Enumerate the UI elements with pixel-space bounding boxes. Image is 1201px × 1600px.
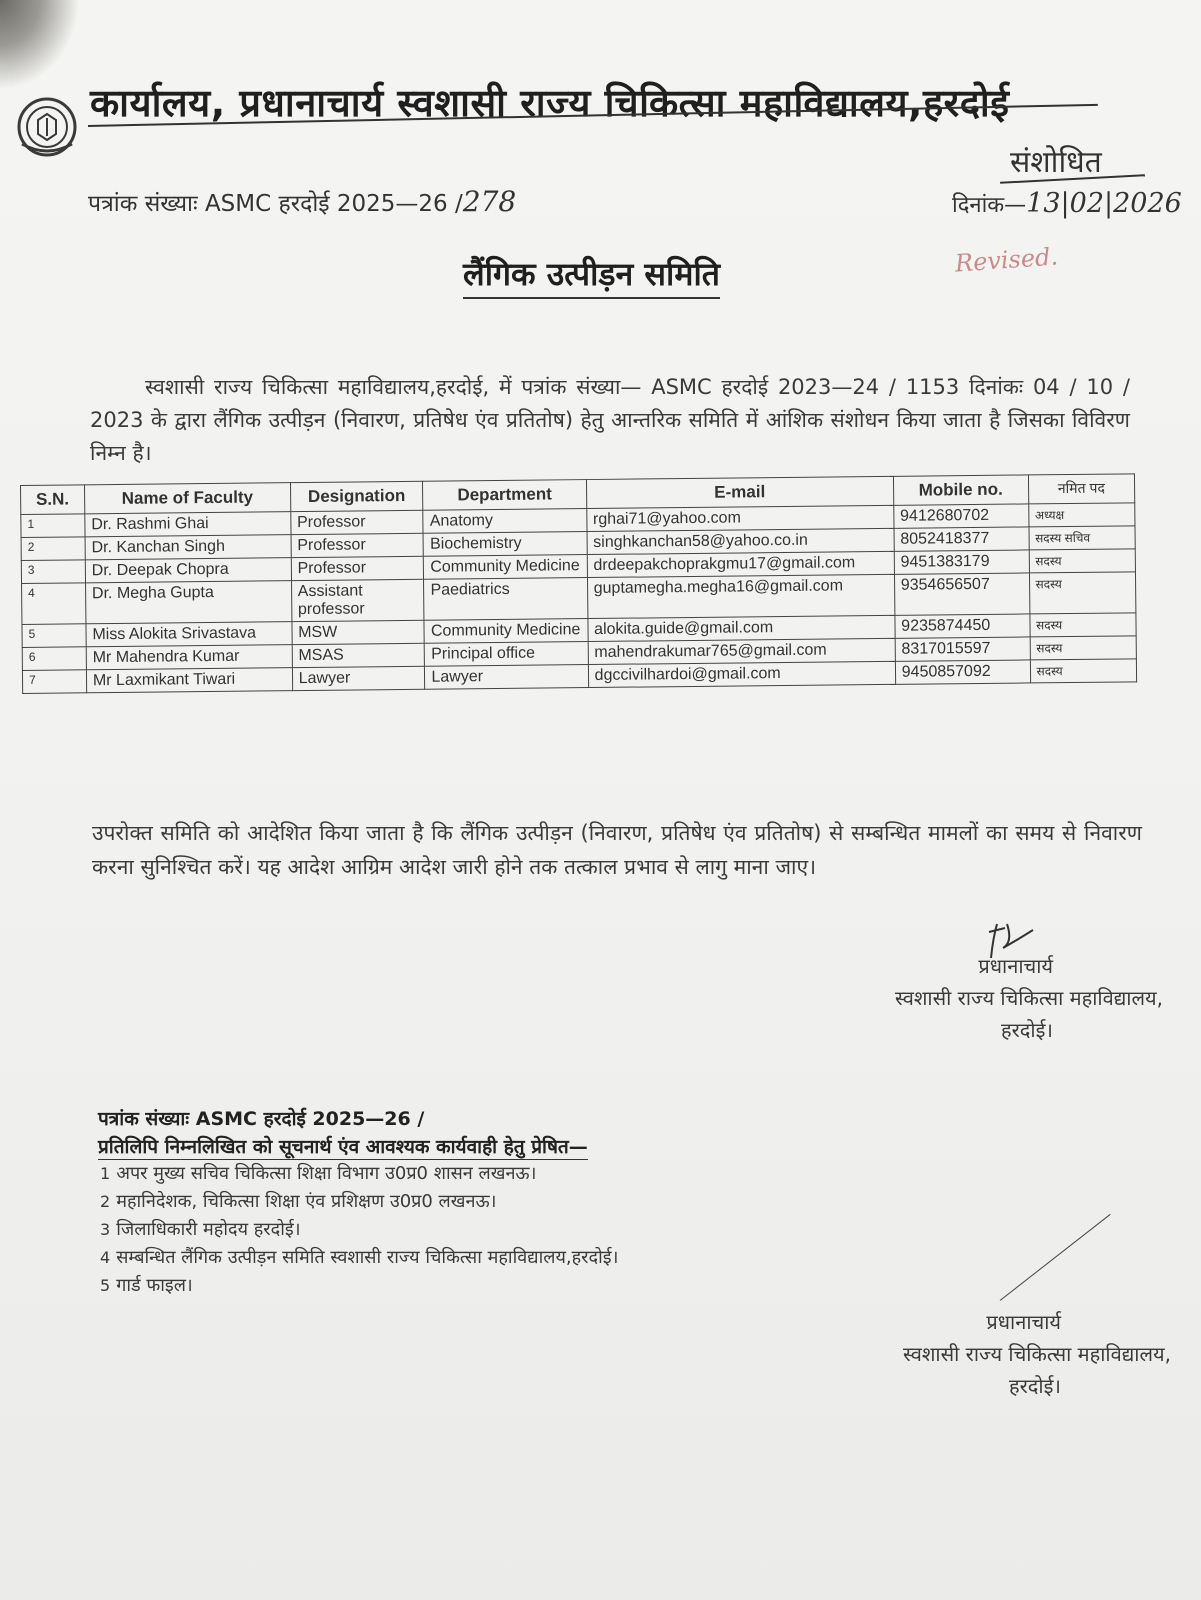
cell-department: Community Medicine [424,555,587,580]
second-signature-block [903,1306,1171,1402]
cell-email: mahendrakumar765@gmail.com [588,638,895,664]
cell-department: Lawyer [425,665,588,690]
cell-name: Dr. Deepak Chopra [85,558,291,583]
document-title: लैंगिक उत्पीड़न समिति [463,252,720,299]
pen-stroke-mark [1000,1214,1111,1301]
signatory-college: स्वशासी राज्य चिकित्सा महाविद्यालय, [902,1342,1171,1366]
cell-post: सदस्य [1029,613,1136,637]
cell-email: dgccivilhardoi@gmail.com [588,661,895,687]
cell-designation: Assistant professor [291,579,424,621]
cell-name: Mr Mahendra Kumar [86,645,292,670]
cell-sn: 4 [22,583,86,625]
cell-post: अध्यक्ष [1028,503,1135,527]
cell-post: सदस्य सचिव [1029,526,1136,550]
cell-email: alokita.guide@gmail.com [588,615,895,641]
page-corner-shadow [0,0,80,90]
cell-post: सदस्य [1030,659,1137,683]
cell-name: Miss Alokita Srivastava [86,622,292,647]
signatory-title: प्रधानाचार्य [978,954,1053,978]
cell-post: सदस्य [1029,549,1136,573]
list-item: 5 गार्ड फाइल। [100,1275,193,1296]
copy-heading: प्रतिलिपि निम्नलिखित को सूचनार्थ एंव आवश्यक कार्यवाही हेतु प्रेषित— [98,1133,588,1160]
signatory-title: प्रधानाचार्य [986,1310,1061,1334]
cell-name: Dr. Kanchan Singh [85,535,291,560]
reference-line [88,185,516,218]
cell-name: Dr. Megha Gupta [85,581,291,624]
date-label: दिनांक— [952,193,1027,218]
cell-department: Paediatrics [424,578,588,621]
college-seal-icon [16,96,78,158]
header-mobile: Mobile no. [893,475,1028,505]
committee-table [20,473,1137,694]
list-item: 2 महानिदेशक, चिकित्सा शिक्षा एंव प्रशिक्षण उ0प्र0 लखनऊ। [100,1191,497,1212]
date-value: 13|02|2026 [1026,188,1182,219]
cell-department: Anatomy [423,509,586,534]
cell-sn: 1 [21,514,85,538]
reference-number: 278 [462,185,517,218]
copy-reference-line: पत्रांक संख्याः ASMC हरदोई 2025—26 / [98,1108,425,1130]
cell-mobile: 9450857092 [895,660,1030,684]
cell-sn: 6 [22,647,86,671]
header-email: E-mail [586,476,893,508]
copy-recipient-list [100,1160,618,1300]
cell-designation: Professor [290,510,423,534]
list-item: 1 अपर मुख्य सचिव चिकित्सा शिक्षा विभाग उ0प्र0 शासन लखनऊ। [100,1163,537,1184]
reference-label: पत्रांक संख्याः ASMC हरदोई 2025—26 / [88,191,463,217]
cell-mobile: 9412680702 [893,504,1028,528]
office-header-title: कार्यालय, प्रधानाचार्य स्वशासी राज्य चिकित्सा महाविद्यालय,हरदोई [90,81,1010,125]
cell-sn: 7 [22,670,86,694]
cell-email: guptamegha.megha16@gmail.com [587,574,895,618]
cell-mobile: 9451383179 [894,550,1029,574]
cell-mobile: 8052418377 [894,527,1029,551]
cell-mobile: 8317015597 [895,637,1030,661]
revised-handwritten-english: Revised. [954,242,1059,278]
cell-email: drdeepakchoprakgmu17@gmail.com [587,551,894,577]
cell-designation: Professor [291,556,424,580]
header-designation: Designation [290,481,423,511]
cell-designation: Lawyer [292,666,425,690]
signature-block [895,950,1163,1046]
revised-handwritten-hindi: संशोधित [1010,145,1102,180]
cell-name: Dr. Rashmi Ghai [85,512,291,537]
cell-sn: 5 [22,624,86,648]
header-name: Name of Faculty [84,483,290,514]
cell-post: सदस्य [1029,572,1136,614]
cell-mobile: 9354656507 [894,573,1029,615]
cell-name: Mr Laxmikant Tiwari [86,668,292,693]
cell-designation: MSAS [292,643,425,667]
cell-department: Biochemistry [423,532,586,557]
list-item: 3 जिलाधिकारी महोदय हरदोई। [100,1219,301,1240]
cell-mobile: 9235874450 [895,614,1030,638]
header-sn: S.N. [21,485,85,515]
header-post: नमित पद [1028,474,1135,504]
cell-sn: 2 [21,537,85,561]
header-department: Department [423,480,586,511]
cell-department: Community Medicine [424,619,587,644]
signatory-city: हरदोई। [1009,1374,1061,1398]
cell-designation: Professor [291,533,424,557]
intro-paragraph: स्वशासी राज्य चिकित्सा महाविद्यालय,हरदोई, में पत्रांक संख्या— ASMC हरदोई 2023—24 / 1153 दिनांकः 04 / 10 / 2023 के द्वारा लैंगिक उत्पीड़न (निवारण, प्रतिषेध एंव प्रतितोष) हेतु आन्तरिक समिति में आंशिक संशोधन किया जाता है जिसका विविरण निम्न है। [90,375,1130,465]
cell-sn: 3 [21,560,85,584]
cell-post: सदस्य [1030,636,1137,660]
signatory-college: स्वशासी राज्य चिकित्सा महाविद्यालय, [894,986,1163,1010]
cell-designation: MSW [292,620,425,644]
cell-email: singhkanchan58@yahoo.co.in [587,528,894,554]
cell-department: Principal office [425,642,588,667]
signatory-city: हरदोई। [1001,1018,1053,1042]
date-line [952,188,1182,219]
cell-email: rghai71@yahoo.com [586,505,893,531]
closing-paragraph: उपरोक्त समिति को आदेशित किया जाता है कि लैंगिक उत्पीड़न (निवारण, प्रतिषेध एंव प्रतितोष) से सम्बन्धित मामलों का समय से निवारण करना सुनिश्चित करें। यह आदेश आग्रिम आदेश जारी होने तक तत्काल प्रभाव से लागु माना जाए। [92,821,1142,879]
list-item: 4 सम्बन्धित लैंगिक उत्पीड़न समिति स्वशासी राज्य चिकित्सा महाविद्यालय,हरदोई। [100,1247,619,1268]
